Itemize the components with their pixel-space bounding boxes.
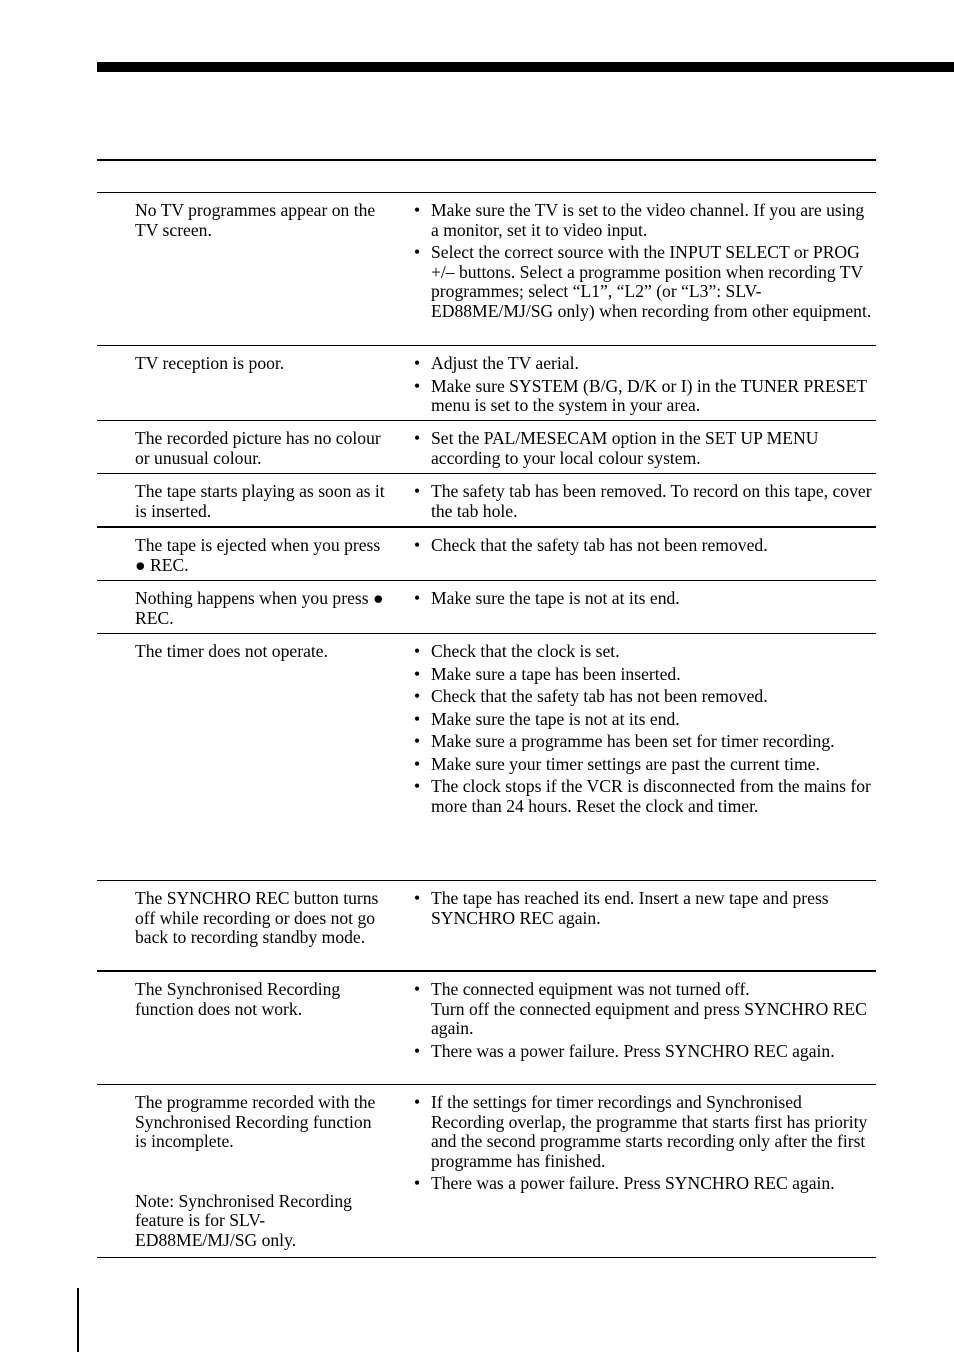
- note-text: Note: Synchronised Recording feature is for SLV-ED88ME/MJ/SG only.: [135, 1190, 352, 1250]
- remedy-item: • There was a power failure. Press SYNCHRO REC again.: [411, 1174, 876, 1194]
- remedy-item: • Check that the safety tab has not been removed.: [411, 687, 876, 707]
- header-rule: [97, 159, 876, 161]
- remedy-item: • Make sure SYSTEM (B/G, D/K or I) in the TUNER PRESET menu is set to the system in your area.: [411, 377, 876, 416]
- symptom-cell: [135, 1093, 385, 1250]
- top-rule-bar: [97, 62, 954, 72]
- remedy-item: • The clock stops if the VCR is disconnected from the mains for more than 24 hours. Reset the clock and timer.: [411, 777, 876, 816]
- remedy-item: • Set the PAL/MESECAM option in the SET UP MENU according to your local colour system.: [411, 429, 876, 468]
- symptom-text: The SYNCHRO REC button turns off while recording or does not go back to recording standby mode.: [135, 888, 379, 947]
- remedy-list: [411, 193, 876, 330]
- symptom-text: The Synchronised Recording function does not work.: [135, 979, 341, 1019]
- remedy-list: [411, 972, 876, 1070]
- symptom-text: No TV programmes appear on the TV screen.: [135, 200, 376, 240]
- table-row: [97, 970, 876, 1084]
- page-margin-bar: [77, 1288, 79, 1352]
- remedy-item: • Make sure the TV is set to the video channel. If you are using a monitor, set it to video input.: [411, 201, 876, 240]
- symptom-text: TV reception is poor.: [135, 353, 285, 373]
- table-row: [97, 633, 876, 880]
- troubleshooting-table: [97, 192, 876, 1258]
- remedy-item-continuation: Turn off the connected equipment and press SYNCHRO REC again.: [431, 998, 867, 1038]
- table-row: [97, 580, 876, 633]
- symptom-text: The recorded picture has no colour or unusual colour.: [135, 428, 381, 468]
- remedy-item: • Make sure a programme has been set for timer recording.: [411, 732, 876, 752]
- table-row: [97, 1084, 876, 1258]
- remedy-list: [411, 474, 876, 530]
- remedy-item: • Make sure the tape is not at its end.: [411, 710, 876, 730]
- remedy-list: [411, 881, 876, 937]
- table-row: [97, 473, 876, 526]
- remedy-item: • Make sure your timer settings are past the current time.: [411, 755, 876, 775]
- symptom-text: Nothing happens when you press ● REC.: [135, 588, 384, 628]
- remedy-item: [411, 980, 876, 1039]
- remedy-item: • Make sure a tape has been inserted.: [411, 665, 876, 685]
- remedy-item: • Check that the safety tab has not been removed.: [411, 536, 876, 556]
- remedy-item: • Check that the clock is set.: [411, 642, 876, 662]
- remedy-list: [411, 421, 876, 477]
- table-row: [97, 345, 876, 420]
- table-row: [97, 880, 876, 970]
- remedy-item: • There was a power failure. Press SYNCHRO REC again.: [411, 1042, 876, 1062]
- symptom-text: The tape is ejected when you press ● REC.: [135, 535, 381, 575]
- remedy-list: [411, 346, 876, 425]
- remedy-list: [411, 528, 876, 565]
- table-row: [97, 420, 876, 473]
- remedy-item: • Make sure the tape is not at its end.: [411, 589, 876, 609]
- table-row: [97, 526, 876, 580]
- symptom-text: The timer does not operate.: [135, 641, 328, 661]
- remedy-item: • Adjust the TV aerial.: [411, 354, 876, 374]
- symptom-text: The programme recorded with the Synchronised Recording function is incomplete.: [135, 1092, 376, 1151]
- remedy-list: [411, 1085, 876, 1203]
- remedy-list: [411, 581, 876, 618]
- symptom-text: The tape starts playing as soon as it is inserted.: [135, 481, 385, 521]
- table-row: [97, 192, 876, 345]
- remedy-item: • Select the correct source with the INPUT SELECT or PROG +/– buttons. Select a programme position when recording TV programmes; select “L1”, “L2” (or “L3”: SLV-ED88ME/MJ/SG only) when recording from other equipment.: [411, 243, 876, 321]
- remedy-item: • If the settings for timer recordings and Synchronised Recording overlap, the programme that starts first has priority and the second programme starts recording only after the first programme has finished.: [411, 1093, 876, 1171]
- remedy-list: [411, 634, 876, 825]
- remedy-item: • The tape has reached its end. Insert a new tape and press SYNCHRO REC again.: [411, 889, 876, 928]
- remedy-item-line: The connected equipment was not turned off.: [431, 979, 750, 999]
- remedy-item: • The safety tab has been removed. To record on this tape, cover the tab hole.: [411, 482, 876, 521]
